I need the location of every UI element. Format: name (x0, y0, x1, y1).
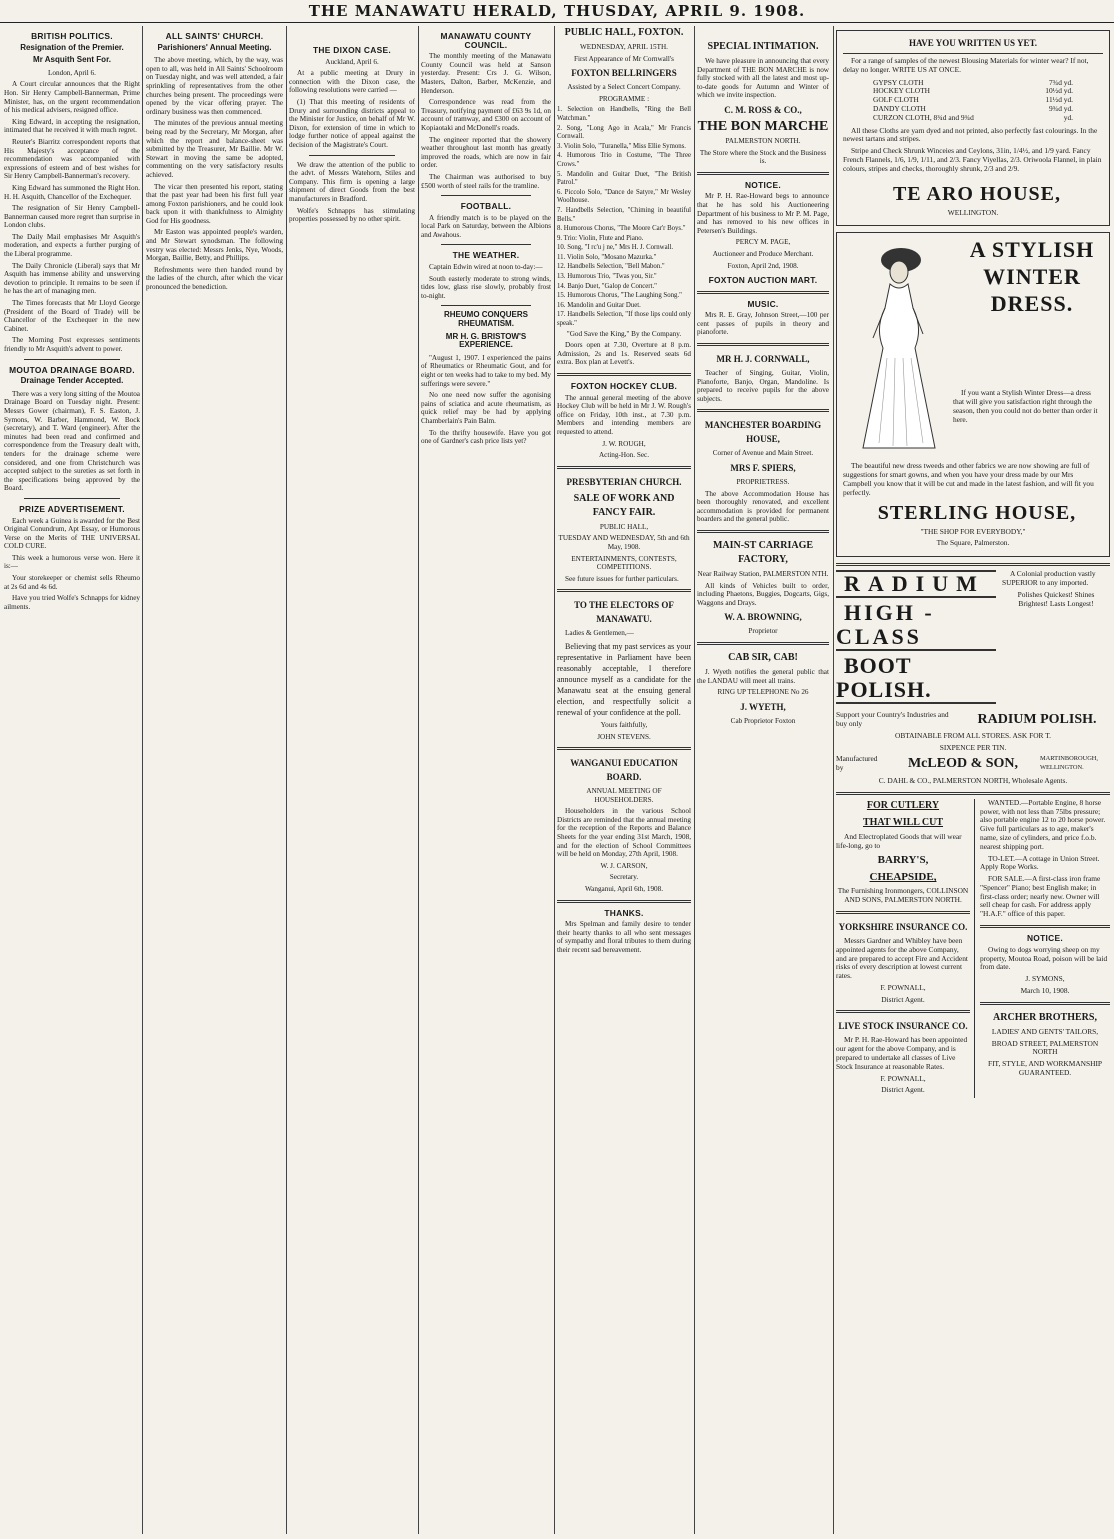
ad-barrys (836, 799, 975, 1099)
paragraph: J. Wyeth notifies the general public that the LANDAU will meet all trains. (697, 667, 829, 685)
divider (697, 530, 829, 533)
radium-polish-name: RADIUM POLISH. (977, 711, 1097, 727)
dahl-agents: C. DAHL & CO., PALMERSTON NORTH, Wholesale Agents. (878, 775, 1068, 785)
cloth-price: 9¾d yd. (1048, 103, 1073, 113)
paragraph: For a range of samples of the newest Blousing Materials for winter wear? If not, delay no longer. WRITE US AT ONCE. (843, 56, 1089, 74)
yorkshire-title: YORKSHIRE INSURANCE CO. (838, 921, 968, 932)
programme-item: 8. Humorous Chorus, "The Moore Car'r Boys." (557, 225, 686, 233)
ad-te-aro-house (836, 30, 1110, 226)
obtainable-text: OBTAINABLE FROM ALL STORES. ASK FOR T. (894, 730, 1051, 740)
column-rule (694, 26, 695, 1534)
title-county-council: MANAWATU COUNTY COUNCIL. (440, 31, 532, 50)
dateline: London, April 6. (48, 68, 96, 77)
barrys-name: BARRY'S, (877, 854, 929, 867)
paragraph: Mrs Spelman and family desire to tender their hearty thanks to all who sent messages of sympathy and floral tributes to them during their recent sad bereavement. (557, 920, 691, 954)
signature: W. J. CARSON, (600, 861, 648, 870)
cloth-price: 11½d yd. (1045, 95, 1073, 105)
signature-role: Acting-Hon. Sec. (598, 451, 650, 460)
proprietress: PROPRIETRESS. (736, 478, 790, 487)
title-football: FOOTBALL. (460, 201, 512, 212)
divider (836, 911, 970, 914)
headline-asquith: Mr Asquith Sent For. (33, 55, 111, 65)
paragraph: South easterly moderate to strong winds, tides low, glass rise slowly, probably frost to-night. (421, 274, 551, 300)
column-dixon-case (289, 26, 415, 1534)
divider (557, 466, 691, 469)
programme-item: 14. Banjo Duet, "Galop de Concert." (557, 282, 657, 290)
browning-name: W. A. BROWNING, (724, 612, 802, 623)
ironmongers: The Furnishing Ironmongers, COLLINSON AND SONS, PALMERSTON NORTH. (837, 886, 969, 905)
sale-venue: PUBLIC HALL, (599, 522, 649, 531)
section-british-politics: BRITISH POLITICS. (31, 31, 113, 41)
programme-item: 13. Humorous Trio, "Twas you, Sir." (557, 273, 657, 281)
title-notice: NOTICE. (1026, 933, 1064, 944)
programme-item: 16. Mandolin and Guitar Duet. (557, 301, 641, 309)
section-prize-ad: PRIZE ADVERTISEMENT. (19, 503, 125, 514)
paragraph: Wolfe's Schnapps has stimulating properties possessed by no other spirit. (289, 206, 415, 224)
signature: JOHN STEVENS. (597, 732, 651, 741)
boot-polish-title: BOOT POLISH. (836, 654, 996, 704)
assisted-by: Assisted by a Select Concert Company. (567, 83, 681, 92)
programme-item: 4. Humorous Trio in Costume, "The Three Crows." (557, 152, 691, 168)
divider (697, 343, 829, 346)
wanganui-title: WANGANUI EDUCATION BOARD. (570, 758, 678, 783)
proprietor: Proprietor (748, 627, 778, 636)
sale-dates: TUESDAY AND WEDNESDAY, 5th and 6th May, 1908. (558, 534, 690, 551)
ad-written-title: HAVE YOU WRITTEN US YET. (843, 36, 1103, 54)
masthead: THE MANAWATU HERALD, THUSDAY, APRIL 9. 1908. (0, 0, 1114, 23)
column-rule (286, 26, 287, 1534)
title-auction-mart: FOXTON AUCTION MART. (708, 275, 818, 286)
archer-title: ARCHER BROTHERS, (993, 1011, 1097, 1023)
livestock-title: LIVE STOCK INSURANCE CO. (838, 1021, 968, 1032)
cornwall-title: MR H. J. CORNWALL, (716, 354, 810, 365)
palmerston-north: PALMERSTON NORTH. (725, 136, 801, 145)
headline-drainage: Drainage Tender Accepted. (20, 376, 124, 386)
special-intimation-title: SPECIAL INTIMATION. (707, 41, 819, 52)
guarantee: FIT, STYLE, AND WORKMANSHIP GUARANTEED. (987, 1059, 1103, 1078)
signature-date: Foxton, April 2nd, 1908. (727, 261, 799, 270)
paragraph: See future issues for further particulars. (565, 574, 679, 583)
headline-resignation: Resignation of the Premier. (20, 42, 124, 52)
cheapside-name: CHEAPSIDE, (869, 871, 937, 884)
signature-role: Secretary. (609, 873, 639, 882)
cloth-price-list (873, 79, 1073, 123)
divider (557, 373, 691, 376)
programme-item: 11. Violin Solo, "Mosano Mazurka." (557, 253, 657, 261)
paragraph: Have you tried Wolfe's Schnapps for kidney ailments. (4, 594, 140, 611)
cloth-name: CURZON CLOTH, 8¾d and 9¾d (873, 112, 974, 122)
boarding-house-title: MANCHESTER BOARDING HOUSE, (704, 420, 822, 445)
ad-sterling-house (836, 232, 1110, 557)
paragraph: Correspondence was read from the Treasury, notifying payment of £63 9s 1d, on account of tramway, and £300 on account of Kopiaotaki and McDonell's roads. (421, 98, 551, 132)
signature-date: Wanganui, April 6th, 1908. (584, 885, 664, 894)
cloth-price: yd. (1063, 112, 1073, 122)
sterling-tagline: "THE SHOP FOR EVERYBODY," (920, 526, 1026, 536)
paragraph: A Colonial production vastly SUPERIOR to any imported. (1002, 569, 1096, 587)
section-moutoa: MOUTOA DRAINAGE BOARD. (9, 364, 135, 375)
cloth-name: HOCKEY CLOTH (873, 86, 930, 96)
title-hockey: FOXTON HOCKEY CLUB. (570, 381, 678, 391)
column-notices (697, 26, 829, 1534)
divider (441, 195, 531, 196)
title-all-saints: ALL SAINTS' CHURCH. (165, 31, 264, 41)
cloth-name: GYPSY CLOTH (873, 77, 924, 87)
paragraph: The above Accommodation House has been thoroughly renovated, and excellent accommodation is provided for permanent boarders and the general public. (697, 489, 829, 524)
programme-item: 3. Violin Solo, "Turanella," Miss Ellie Symons. (557, 142, 687, 150)
signature: J. W. ROUGH, (602, 439, 646, 448)
electors-title: TO THE ELECTORS OF MANAWATU. (574, 600, 674, 625)
support-text: Support your Country's Industries and buy only (836, 710, 949, 728)
paragraph: The Daily Mail emphasises Mr Asquith's moderation, and expects a further purging of the Liberal programme. (4, 232, 140, 259)
paragraph: King Edward has summoned the Right Hon. H. H. Asquith, Chancellor of the Exchequer. (4, 183, 140, 201)
polishes-tagline: Polishes Quickest! Shines Brightest! Lasts Longest! (1017, 589, 1095, 608)
paragraph: King Edward, in accepting the resignation, intimated that he received it with much regret. (4, 117, 140, 135)
column-rule (833, 26, 834, 1534)
paragraph: All these Cloths are yarn dyed and not printed, also perfectly fast colourings. In the newest tartans and stripes. (843, 125, 1098, 144)
subtitle-bristow: MR H. G. BRISTOW'S EXPERIENCE. (445, 331, 527, 350)
divider (309, 155, 395, 156)
paragraph: Mr P. H. Rae-Howard has been appointed our agent for the above Company, and is prepared to undertake all classes of Live Stock Insurance at reasonable Rates. (836, 1035, 968, 1071)
paragraph: No one need now suffer the agonising pains of sciatica and acute rheumatism, as quick relief may be had by applying Chamberlain's Pain Balm. (421, 391, 551, 425)
cutlery-line-1: FOR CUTLERY (866, 799, 940, 811)
paragraph: And Electroplated Goods that will wear life-long, go to (836, 831, 962, 850)
programme-item: 1. Selection on Handbells, "Ring the Bell Watchman." (557, 106, 691, 122)
paragraph: The monthly meeting of the Manawatu County Council was held at Sanson yesterday. Present: Crs J. G. Wilson, Masters, Dalton, Barber, McKenzie, and Henderson. (421, 52, 551, 95)
paragraph: Mr P. H. Rae-Howard begs to announce that he has sold his Auctioneering Department of his business to Mr P. M. Page, and has removed to his new offices in Petersen's Buildings. (697, 192, 829, 235)
signature-role: Auctioneer and Produce Merchant. (712, 249, 814, 258)
radium-title: RADIUM (836, 570, 996, 598)
price-per-tin: SIXPENCE PER TIN. (939, 742, 1007, 752)
classified-to-let: TO-LET.—A cottage in Union Street. Apply Rope Works. (980, 853, 1100, 872)
stylish-line-1: A STYLISH (969, 237, 1095, 263)
paragraph: The Times forecasts that Mr Lloyd George (President of the Board of Trade) will be Chancellor of the Exchequer in the new Cabinet. (4, 299, 140, 333)
carriage-factory-title: MAIN-ST CARRIAGE FACTORY, (712, 540, 814, 565)
paragraph: This week a humorous verse won. Here it is:— (4, 553, 140, 571)
sterling-house-title: STERLING HOUSE, (877, 501, 1077, 524)
column-rule (142, 26, 143, 1534)
paragraph: A friendly match is to be played on the local Park on Saturday, between the Albions and Awahous. (421, 213, 551, 239)
paragraph: All kinds of Vehicles built to order, including Phaetons, Buggies, Dogcarts, Gigs, Waggons and Drays. (697, 581, 829, 607)
factory-location: Near Railway Station, PALMERSTON NTH. (697, 570, 829, 578)
price-row (873, 114, 1073, 123)
classified-wanted: WANTED.—Portable Engine, 8 horse power, with not less than 75lbs pressure; also portable engine 12 to 20 horse power. Give full particulars as to age, maker's name, size of cylinders, and price f.o.b. nearest shipping port. (980, 797, 1106, 851)
paragraph: Owing to dogs worrying sheep on my property, Moutoa Road, poison will be laid from date. (980, 944, 1108, 972)
elector-address: Believing that my past services as your representative in Parliament have been reasonably acceptable, I therefore announce myself as a candidate for the Manawatu seat at the ensuing general election, and respectfully solicit a renewal of your confidence at the poll. (557, 641, 691, 717)
presbyterian-title: PRESBYTERIAN CHURCH. (566, 476, 682, 487)
signature-date: March 10, 1908. (1020, 986, 1070, 996)
paragraph: Householders in the various School Districts are reminded that the annual meeting for the reception of the Reports and Balance Sheets for the year ending 31st March, 1908, and for the election of School Committees will be held on Monday, 27th April, 1908. (557, 807, 691, 859)
valediction: Yours faithfully, (600, 720, 648, 729)
paragraph: The above meeting, which, by the way, was open to all, was held in All Saints' Schoolroom on Tuesday night, and was well attended, a fair sprinkling of representatives from the other churches being present. The proceedings were opened by the vicar offering prayer. The ordinary business was then commenced. (146, 56, 283, 116)
divider (697, 642, 829, 645)
divider (441, 244, 531, 245)
signature-role: District Agent. (881, 994, 925, 1004)
divider (697, 291, 829, 294)
lady-illustration (843, 238, 947, 458)
first-appearance: First Appearance of Mr Cornwall's (574, 54, 674, 63)
classified-for-sale: FOR SALE.—A first-class iron frame "Spencer" Piano; best English make; in first-class order; nearly new. Owner will sell cheap for cash. For address apply "H.A.F." office of this paper. (980, 874, 1101, 919)
paragraph: There was a very long sitting of the Moutoa Drainage Board on Tuesday night. Present: Messrs Gower (chairman), F. S. Easton, J. Symons, W. Barber, Hammond, W. Bock (secretary), and T. Ward (engineer). After the minutes had been read and confirmed and correspondence from the Treasury dealt with, tenders for the drainage scheme were considered, and one from Christchurch was accepted subject to the sureties as set forth in the specifications being approved by the Board. (4, 389, 140, 493)
paragraph: We draw the attention of the public to the advt. of Messrs Watehorn, Stiles and Company. This firm is opening a large shipment of direct Goods from the best manufacturers in Bradford. (289, 160, 415, 203)
divider (980, 1002, 1110, 1005)
paragraph: Reuter's Biarritz correspondent reports that His Majesty's acceptance of the recommendation was accompanied with expressions of esteem and of best wishes for Sir Henry Campbell-Bannerman's recovery. (4, 137, 140, 181)
mcleod-location: MARTINBOROUGH, WELLINGTON. (1040, 755, 1099, 772)
stylish-line-3: DRESS. (990, 291, 1074, 317)
wyeth-name: J. WYETH, (740, 701, 786, 712)
salutation: Ladies & Gentlemen,— (565, 629, 634, 638)
programme-item: 10. Song, "I rc'u j ne," Mrs H. J. Cornwall. (557, 244, 674, 252)
paragraph: Mrs R. E. Gray, Johnson Street,—100 per cent passes of pupils in theory and pianoforte. (697, 311, 829, 337)
title-notice: NOTICE. (744, 179, 782, 190)
cloth-name: DANDY CLOTH (873, 103, 926, 113)
programme-item: 9. Trio: Violin, Flute and Piano. (557, 234, 644, 242)
signature: F. POWNALL, (880, 1073, 926, 1083)
programme-item: 6. Piccolo Solo, "Dance de Satyre," Mr Wesley Woolhouse. (557, 188, 691, 205)
spiers-name: MRS F. SPIERS, (730, 463, 796, 474)
paragraph: A Court circular announces that the Right Hon. Sir Henry Campbell-Bannerman, Prime Minister, has, on the urgent recommendation of his medical advisers, resigned office. (4, 80, 140, 115)
paragraph: Each week a Guinea is awarded for the Best Original Conundrum, Apt Essay, or Humorous Verse on the Merits of THE UNIVERSAL COLD CURE. (4, 516, 140, 551)
paragraph: Doors open at 7.30, Overture at 8 p.m. Admission, 2s and 1s. Reserved seats 6d extra. Box plan at Levett's. (557, 341, 691, 367)
paragraph: The engineer reported that the showery weather throughout last month has greatly improved the roads, which are now in fair order. (421, 135, 551, 170)
ross-company: C. M. ROSS & CO., (724, 104, 802, 115)
signature: PERCY M. PAGE, (735, 238, 791, 247)
paragraph: The annual general meeting of the above Hockey Club will be held in Mr J. W. Rough's office on Friday, 10th inst., at 7.30 p.m. Members and intending members are requested to attend. (557, 393, 691, 436)
paragraph: Mr Easton was appointed people's warden, and Mr Stewart synodsman. The following vestry was elected: Messrs Jenks, Nye, Woods, Morgan, Baillie, Betty, and Phillips. (146, 228, 283, 263)
concert-date: WEDNESDAY, APRIL 15TH. (580, 43, 668, 51)
column-rule (554, 26, 555, 1534)
paragraph: The minutes of the previous annual meeting being read by the Secretary, Mr Morgan, after which the report and balance-sheet was submitted by the Treasurer, Mr Baillie. Mr W. Stewart in moving the same be adopted, commenting on the very satisfactory results achieved. (146, 119, 283, 179)
paragraph: The vicar then presented his report, stating that the past year had been his first full year among Foxton parishioners, and he could look back upon it with thankfulness to Almighty God for His goodness. (146, 182, 283, 225)
mcleod-name: McLEOD & SON, (907, 756, 1019, 772)
stylish-line-2: WINTER (983, 264, 1081, 290)
sale-title: SALE OF WORK AND FANCY FAIR. (573, 492, 675, 518)
entertainments: ENTERTAINMENTS, CONTESTS, COMPETITIONS. (571, 554, 677, 572)
paragraph: The Chairman was authorised to buy £500 worth of steel rails for the tramline. (421, 172, 551, 190)
title-weather: THE WEATHER. (452, 250, 520, 261)
ad-radium-polish (836, 563, 1110, 786)
store-tagline: The Store where the Stock and the Business is. (699, 148, 827, 166)
paragraph: "August 1, 1907. I experienced the pains of Rheumatics or Rheumatic Gout, and for eight or ten weeks had to take to my bed. My sufferings were severe." (421, 353, 551, 388)
manufactured-by: Manufactured by (836, 754, 878, 773)
telephone: RING UP TELEPHONE No 26 (717, 688, 809, 697)
title-dixon-case: THE DIXON CASE. (312, 45, 392, 55)
annual-meeting: ANNUAL MEETING OF HOUSEHOLDERS. (586, 787, 662, 804)
public-hall-heading: PUBLIC HALL, FOXTON. (564, 27, 684, 38)
divider (836, 1010, 970, 1013)
divider (697, 409, 829, 412)
paragraph: If you want a Stylish Winter Dress—a dress that will give you satisfaction right through the season, then you could not do better than order it here. (953, 388, 1098, 424)
paragraph: To the thrifty housewife. Have you got one of Gardner's cash price lists yet? (421, 428, 551, 446)
paragraph: The Daily Chronicle (Liberal) says that Mr Asquith has immense ability and unswerving devotion to principle. It remains to be seen if he has the art of managing men. (4, 261, 140, 296)
ad-classifieds (975, 799, 1110, 1099)
bellringers-title: FOXTON BELLRINGERS (571, 68, 677, 79)
paragraph: We have pleasure in announcing that every Department of THE BON MARCHE is now fully stocked with all the latest and most up-to-date goods for Autumn and Winter of which we invite inspection. (697, 57, 829, 100)
divider (557, 747, 691, 750)
high-class-title: HIGH - CLASS (836, 601, 996, 651)
divider (557, 900, 691, 903)
paragraph: The resignation of Sir Henry Campbell-Bannerman caused more regret than surprise in London clubs. (4, 204, 140, 230)
paragraph: The Morning Post expresses sentiments friendly to Mr Asquith's advent to power. (4, 336, 140, 353)
paragraph: Captain Edwin wired at noon to-day:— (429, 263, 543, 272)
programme-item: 2. Song, "Long Ago in Acala," Mr Francis Cornwall. (557, 124, 691, 141)
paragraph: Stripe and Check Shrunk Winceies and Ceylons, 31in, 1/4½, and 1/9 yard. Fancy French Flannels, 1/6, 1/9, 1/11, and 2/3. Fancy Viyellas, 2/3. Oriwoola Flannel, in plain colours, stripes and checks, thoroughly shrunk, 2/3 and 2/9. (843, 146, 1102, 173)
anthem: "God Save the King," By the Company. (566, 329, 682, 338)
advertisement-column (836, 26, 1110, 1534)
programme-item: 12. Handbells Selection, "Bell Mabon." (557, 263, 665, 271)
bon-marche-title: THE BON MARCHE (697, 118, 829, 134)
column-rule (418, 26, 419, 1534)
paragraph: Refreshments were then handed round by the ladies of the church, after which the vicar pronounced the benediction. (146, 265, 283, 292)
title-music: MUSIC. (747, 298, 779, 309)
programme-item: 5. Mandolin and Guitar Duet, "The British Patrol." (557, 170, 691, 187)
paragraph: (1) That this meeting of residents of Drury and surrounding districts appeal to the Minister for Justice, on behalf of Mr W. Dixon, for extension of time in which to lodge further notice of appeal against the decision of the Magistrate's Court. (289, 97, 415, 149)
programme-item: 15. Humorous Chorus, "The Laughing Song." (557, 292, 682, 300)
divider (24, 498, 120, 499)
tailors: LADIES' AND GENTS' TAILORS, (991, 1026, 1099, 1036)
dateline: Auckland, April 6. (325, 57, 379, 66)
column-public-hall (557, 26, 691, 1534)
programme-list (557, 106, 691, 328)
wellington: WELLINGTON. (947, 207, 999, 217)
paragraph: At a public meeting at Drury in connection with the Dixon case, the following resolutions were carried — (289, 69, 415, 95)
te-aro-house-title: TE ARO HOUSE, (892, 182, 1062, 205)
cloth-name: GOLF CLOTH (873, 95, 919, 105)
column-county-council (421, 26, 551, 1534)
paragraph: Your storekeeper or chemist sells Rheumo at 2s 6d and 4s 6d. (4, 574, 140, 591)
programme-item: 17. Handbells Selection, "If those lips could only speak." (557, 311, 691, 328)
divider (557, 589, 691, 592)
signature: J. SYMONS, (1025, 974, 1065, 984)
column-british-politics (4, 26, 140, 1534)
cutlery-line-2: THAT WILL CUT (862, 816, 944, 828)
cloth-price: 7¾d yd. (1048, 77, 1073, 87)
subtitle-parishioners: Parishioners' Annual Meeting. (157, 42, 272, 52)
title-rheumo: RHEUMO CONQUERS RHEUMATISM. (443, 310, 528, 329)
cab-proprietor: Cab Proprietor Foxton (730, 716, 796, 725)
cab-title: CAB SIR, CAB! (728, 651, 798, 663)
title-thanks: THANKS. (604, 907, 644, 918)
programme-item: 7. Handbells Selection, "Chiming in beautiful Bells." (557, 206, 691, 223)
paragraph: Teacher of Singing, Guitar, Violin, Pianoforte, Banjo, Organ, Mandoline. Is prepared to receive pupils for the above subjects. (697, 369, 829, 403)
sterling-location: The Square, Palmerston. (936, 538, 1010, 548)
cloth-price: 10½d yd. (1045, 86, 1073, 96)
divider (24, 359, 120, 360)
divider (980, 925, 1110, 928)
broad-street: BROAD STREET, PALMERSTON NORTH (991, 1038, 1099, 1057)
boarding-location: Corner of Avenue and Main Street. (712, 449, 814, 458)
column-all-saints (146, 26, 283, 1534)
paragraph: The beautiful new dress tweeds and other fabrics we are now showing are full of suggestions for smart gowns, and when you have your dress made by our Mrs Campbell you know that it will be cut and made in the latest fashion, and will fit you perfectly. (843, 461, 1094, 497)
signature-role: District Agent. (881, 1085, 925, 1095)
programme-label: PROGRAMME : (598, 94, 650, 103)
divider (697, 172, 829, 175)
signature: F. POWNALL, (880, 982, 926, 992)
divider (441, 305, 531, 306)
paragraph: Messrs Gardner and Whibley have been appointed agents for the above Company, and are prepared to accept Fire and Accident risks of every description at lowest current rates. (836, 935, 968, 981)
